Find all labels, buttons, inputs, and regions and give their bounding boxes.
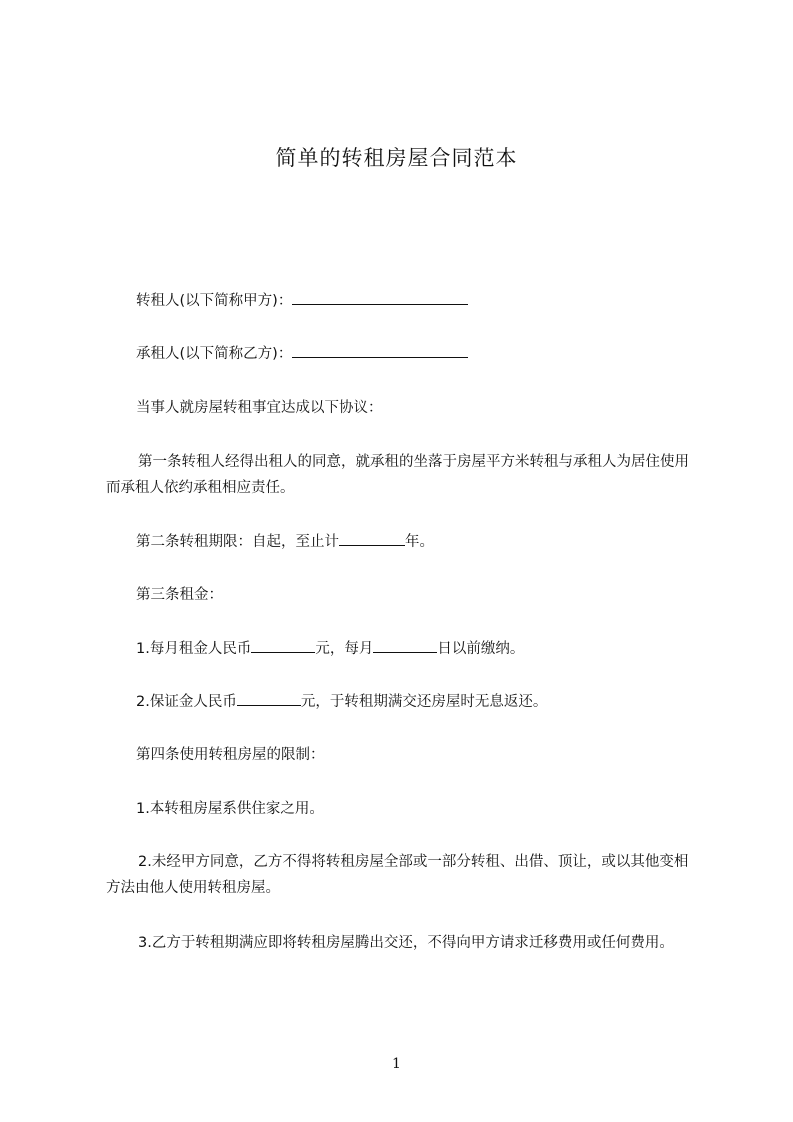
paragraph-rent: 1.每月租金人民币 元，每月 日以前缴纳。 bbox=[106, 636, 700, 662]
lessee-label: 承租人(以下简称乙方)： bbox=[136, 346, 293, 362]
paragraph-article-2: 第二条转租期限：自起，至止计 年。 bbox=[106, 529, 700, 555]
lessee-blank[interactable] bbox=[292, 343, 468, 358]
payment-day-blank[interactable] bbox=[373, 638, 437, 653]
document-title: 简单的转租房屋合同范本 bbox=[275, 146, 518, 170]
sublessor-blank[interactable] bbox=[292, 290, 468, 305]
paragraph-article-3: 第三条租金： bbox=[136, 587, 223, 603]
paragraph-deposit: 2.保证金人民币 元，于转租期满交还房屋时无息返还。 bbox=[106, 689, 700, 715]
paragraph-agreement-intro: 当事人就房屋转租事宜达成以下协议： bbox=[136, 400, 383, 416]
paragraph-use-1: 1.本转租房屋系供住家之用。 bbox=[136, 801, 324, 817]
term-years-blank[interactable] bbox=[339, 531, 405, 546]
page-number: 1 bbox=[392, 1056, 401, 1072]
sublessor-label: 转租人(以下简称甲方)： bbox=[136, 293, 293, 309]
deposit-blank[interactable] bbox=[237, 691, 301, 706]
paragraph-article-1: 第一条转租人经得出租人的同意，就承租的坐落于房屋平方米转租与承租人为居住使用而承租人依约承租相应责任。 bbox=[106, 454, 689, 496]
monthly-rent-blank[interactable] bbox=[251, 638, 315, 653]
paragraph-article-4: 第四条使用转租房屋的限制： bbox=[136, 747, 325, 763]
paragraph-sublessor bbox=[106, 288, 700, 314]
paragraph-lessee bbox=[106, 341, 700, 367]
paragraph-use-2: 2.未经甲方同意，乙方不得将转租房屋全部或一部分转租、出借、顶让，或以其他变相方法由他人使用转租房屋。 bbox=[106, 854, 689, 896]
paragraph-use-3: 3.乙方于转租期满应即将转租房屋腾出交还，不得向甲方请求迁移费用或任何费用。 bbox=[138, 935, 674, 951]
